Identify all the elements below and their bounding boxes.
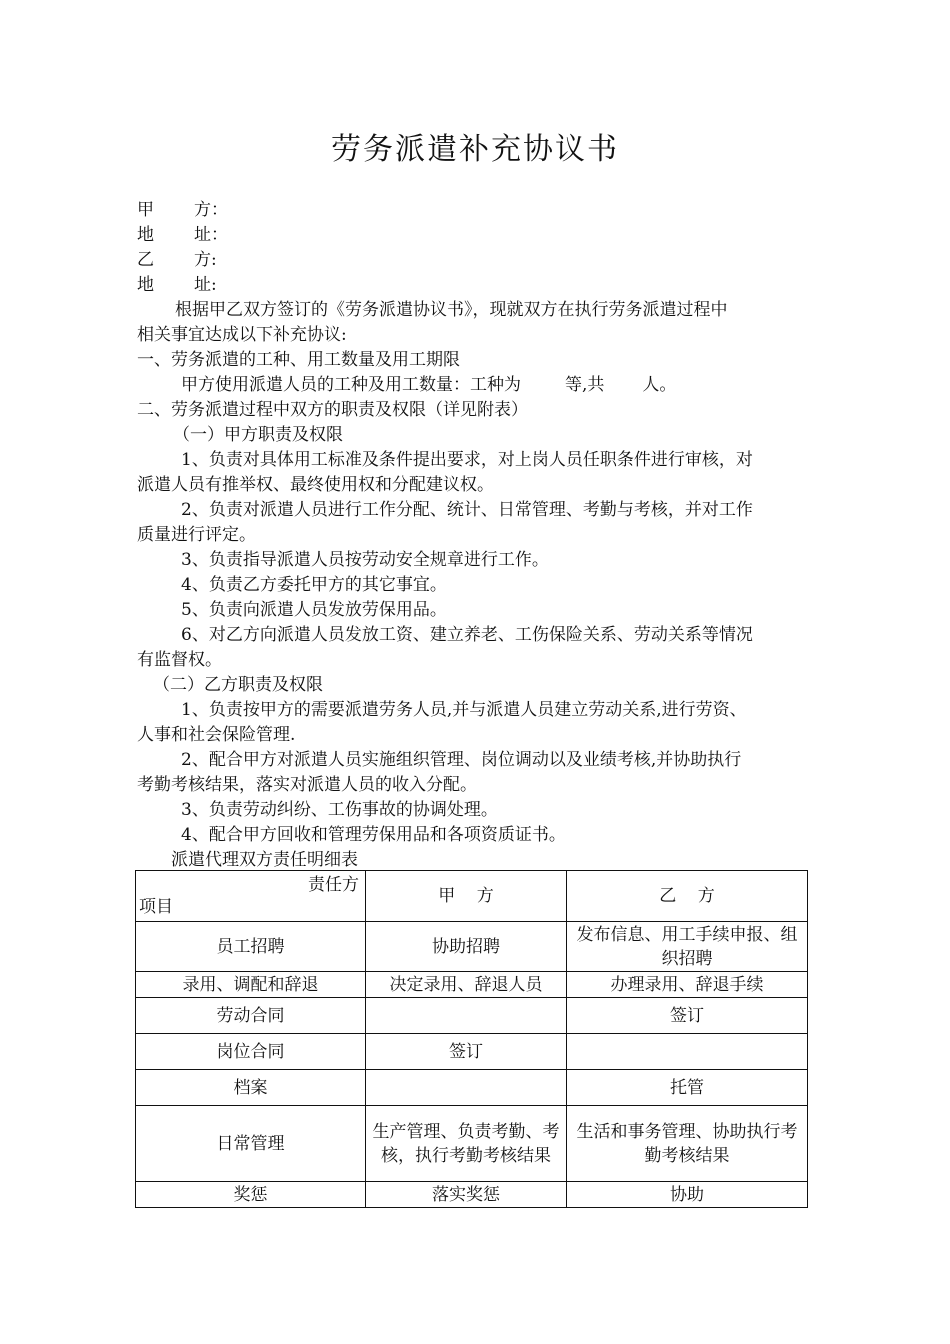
party-a-duties-heading: （一）甲方职责及权限 bbox=[173, 425, 343, 445]
party-a-item-4: 4、负责乙方委托甲方的其它事宜。 bbox=[181, 575, 447, 595]
party-a-item-1-line-2: 派遣人员有推举权、最终使用权和分配建议权。 bbox=[137, 475, 494, 495]
row-item-cell: 录用、调配和辞退 bbox=[136, 972, 366, 998]
row-party-b-cell: 办理录用、辞退手续 bbox=[567, 972, 808, 998]
intro-line-1: 根据甲乙双方签订的《劳务派遣协议书》，现就双方在执行劳务派遣过程中 bbox=[175, 300, 728, 320]
row-party-a-cell: 签订 bbox=[366, 1034, 567, 1070]
row-party-b-cell: 签订 bbox=[567, 998, 808, 1034]
intro-line-2: 相关事宜达成以下补充协议: bbox=[137, 325, 347, 345]
address-label: 地 bbox=[137, 275, 154, 295]
party-a-item-6-line-1: 6、对乙方向派遣人员发放工资、建立养老、工伤保险关系、劳动关系等情况 bbox=[181, 625, 753, 645]
row-item-cell: 日常管理 bbox=[136, 1106, 366, 1182]
party-b-item-4: 4、配合甲方回收和管理劳保用品和各项资质证书。 bbox=[181, 825, 566, 845]
section-2-heading: 二、劳务派遣过程中双方的职责及权限（详见附表） bbox=[137, 400, 528, 420]
table-row bbox=[136, 972, 808, 998]
row-party-b-cell bbox=[567, 1034, 808, 1070]
section-1-text-a: 甲方使用派遣人员的工种及用工数量：工种为 bbox=[181, 375, 521, 395]
party-b-address-line bbox=[137, 273, 823, 298]
party-a-item-6-line-2: 有监督权。 bbox=[137, 650, 222, 670]
row-party-a-cell bbox=[366, 998, 567, 1034]
address-label: 地 bbox=[137, 225, 154, 245]
party-a-line bbox=[137, 198, 823, 223]
row-party-b-cell: 生活和事务管理、协助执行考勤考核结果 bbox=[567, 1106, 808, 1182]
section-1-text bbox=[137, 373, 823, 398]
corner-responsible-party-label: 责任方 bbox=[308, 875, 359, 895]
table-header-row bbox=[136, 871, 808, 922]
document-title: 劳务派遣补充协议书 bbox=[331, 132, 619, 167]
party-b-item-2-line-1: 2、配合甲方对派遣人员实施组织管理、岗位调动以及业绩考核,并协助执行 bbox=[181, 750, 742, 770]
table-row bbox=[136, 1034, 808, 1070]
party-a-item-2-line-1: 2、负责对派遣人员进行工作分配、统计、日常管理、考勤与考核，并对工作 bbox=[181, 500, 753, 520]
section-1-heading: 一、劳务派遣的工种、用工数量及用工期限 bbox=[137, 350, 460, 370]
section-1-text-c: 人。 bbox=[642, 375, 677, 395]
row-item-cell: 劳动合同 bbox=[136, 998, 366, 1034]
row-party-b-cell: 协助 bbox=[567, 1182, 808, 1208]
table-row bbox=[136, 922, 808, 972]
party-a-item-5: 5、负责向派遣人员发放劳保用品。 bbox=[181, 600, 447, 620]
party-b-item-1-line-2: 人事和社会保险管理. bbox=[137, 725, 296, 745]
address-label-suffix: 址： bbox=[194, 225, 228, 245]
address-label-suffix: 址: bbox=[194, 275, 217, 295]
party-label: 甲 bbox=[137, 200, 154, 220]
party-label-suffix: 方： bbox=[194, 200, 228, 220]
table-row bbox=[136, 1070, 808, 1106]
party-label-suffix: 方: bbox=[194, 250, 217, 270]
table-corner-cell bbox=[136, 871, 366, 922]
party-a-item-2-line-2: 质量进行评定。 bbox=[137, 525, 256, 545]
column-header-party-a: 甲 方 bbox=[366, 871, 567, 922]
row-item-cell: 档案 bbox=[136, 1070, 366, 1106]
column-header-party-b: 乙 方 bbox=[567, 871, 808, 922]
party-a-item-3: 3、负责指导派遣人员按劳动安全规章进行工作。 bbox=[181, 550, 549, 570]
section-1-text-b: 等,共 bbox=[565, 375, 605, 395]
row-party-b-cell: 托管 bbox=[567, 1070, 808, 1106]
table-row bbox=[136, 1106, 808, 1182]
party-label: 乙 bbox=[137, 250, 154, 270]
table-caption: 派遣代理双方责任明细表 bbox=[171, 850, 358, 870]
party-b-duties-heading: （二）乙方职责及权限 bbox=[153, 675, 323, 695]
row-item-cell: 岗位合同 bbox=[136, 1034, 366, 1070]
row-item-cell: 奖惩 bbox=[136, 1182, 366, 1208]
row-party-a-cell: 生产管理、负责考勤、考核，执行考勤考核结果 bbox=[366, 1106, 567, 1182]
row-party-a-cell: 决定录用、辞退人员 bbox=[366, 972, 567, 998]
responsibility-table bbox=[135, 870, 808, 1208]
party-b-item-2-line-2: 考勤考核结果，落实对派遣人员的收入分配。 bbox=[137, 775, 477, 795]
row-party-a-cell: 协助招聘 bbox=[366, 922, 567, 972]
row-party-b-cell: 发布信息、用工手续申报、组织招聘 bbox=[567, 922, 808, 972]
row-party-a-cell bbox=[366, 1070, 567, 1106]
party-b-line bbox=[137, 248, 823, 273]
corner-item-label: 项目 bbox=[139, 897, 173, 917]
row-party-a-cell: 落实奖惩 bbox=[366, 1182, 567, 1208]
party-b-item-3: 3、负责劳动纠纷、工伤事故的协调处理。 bbox=[181, 800, 498, 820]
row-item-cell: 员工招聘 bbox=[136, 922, 366, 972]
party-a-address-line bbox=[137, 223, 823, 248]
party-b-item-1-line-1: 1、负责按甲方的需要派遣劳务人员,并与派遣人员建立劳动关系,进行劳资、 bbox=[181, 700, 747, 720]
document-body bbox=[137, 198, 823, 873]
party-a-item-1-line-1: 1、负责对具体用工标准及条件提出要求，对上岗人员任职条件进行审核，对 bbox=[181, 450, 753, 470]
table-row bbox=[136, 998, 808, 1034]
table-row bbox=[136, 1182, 808, 1208]
